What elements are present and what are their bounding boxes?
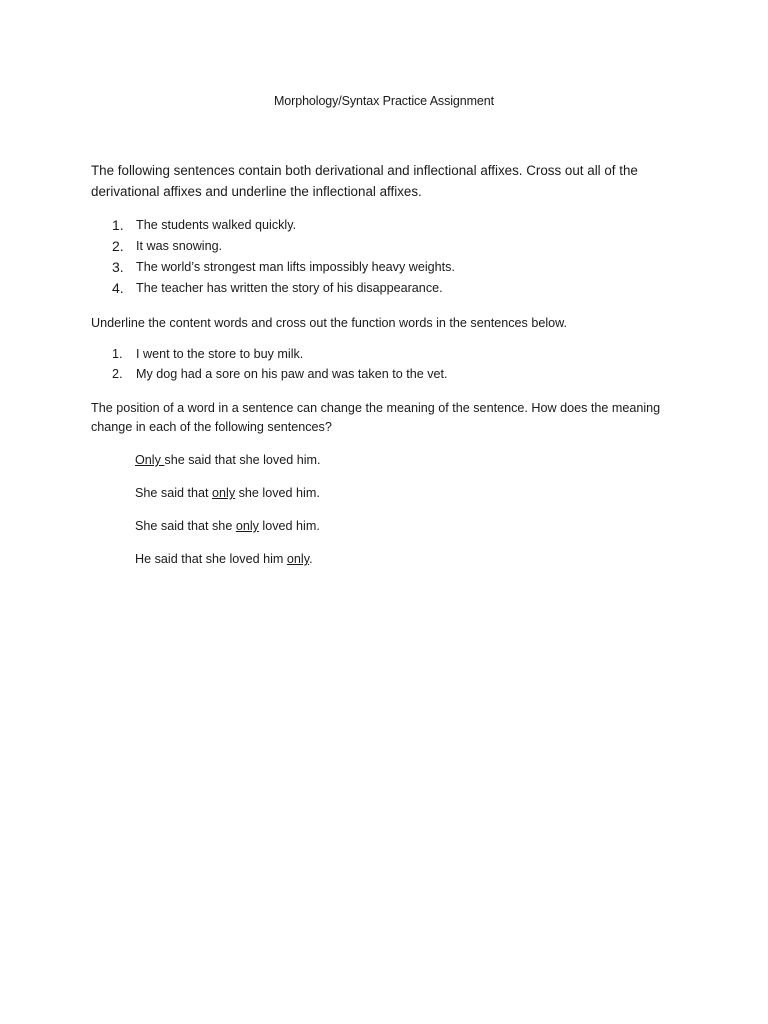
sentence-text-after: she said that she loved him. — [164, 453, 321, 467]
list-item-number: 1. — [112, 347, 123, 361]
list-item-text: My dog had a sore on his paw and was taken to the vet. — [136, 367, 448, 381]
sentence-text-before: She said that — [135, 486, 213, 500]
list-item-number: 1. — [112, 217, 124, 233]
sentence-text-before: He said that she loved him — [135, 552, 287, 566]
sentence-text-after: loved him. — [258, 519, 320, 533]
underlined-word: only — [286, 552, 310, 566]
list-item-text: I went to the store to buy milk. — [136, 347, 304, 361]
only-sentence — [135, 550, 313, 568]
section3-instruction: The position of a word in a sentence can change the meaning of the sentence. How does the meaning change in each of the following sentences? — [91, 401, 661, 434]
list-item-text: The teacher has written the story of his disappearance. — [136, 281, 443, 295]
underlined-word: only — [235, 519, 259, 533]
sentence-text-after: . — [309, 552, 313, 566]
list-item-text: It was snowing. — [136, 239, 223, 253]
list-item-number: 2. — [112, 238, 124, 254]
only-sentence — [135, 451, 321, 469]
only-sentence — [135, 517, 320, 535]
list-item-number: 2. — [112, 367, 123, 381]
list-item-text: The students walked quickly. — [136, 218, 297, 232]
section1-instruction: The following sentences contain both derivational and inflectional affixes. Cross out all of the derivational affixes and underline the inflectional affixes. — [91, 163, 638, 199]
only-sentence — [135, 484, 320, 502]
underlined-word: Only — [135, 453, 165, 467]
section2-instruction: Underline the content words and cross out the function words in the sentences below. — [91, 316, 568, 330]
sentence-text-after: she loved him. — [235, 486, 320, 500]
page-title: Morphology/Syntax Practice Assignment — [273, 94, 495, 108]
list-item-number: 3. — [112, 259, 124, 275]
list-item-number: 4. — [112, 280, 124, 296]
underlined-word: only — [212, 486, 236, 500]
list-item-text: The world’s strongest man lifts impossibly heavy weights. — [136, 260, 455, 274]
sentence-text-before: She said that she — [135, 519, 236, 533]
